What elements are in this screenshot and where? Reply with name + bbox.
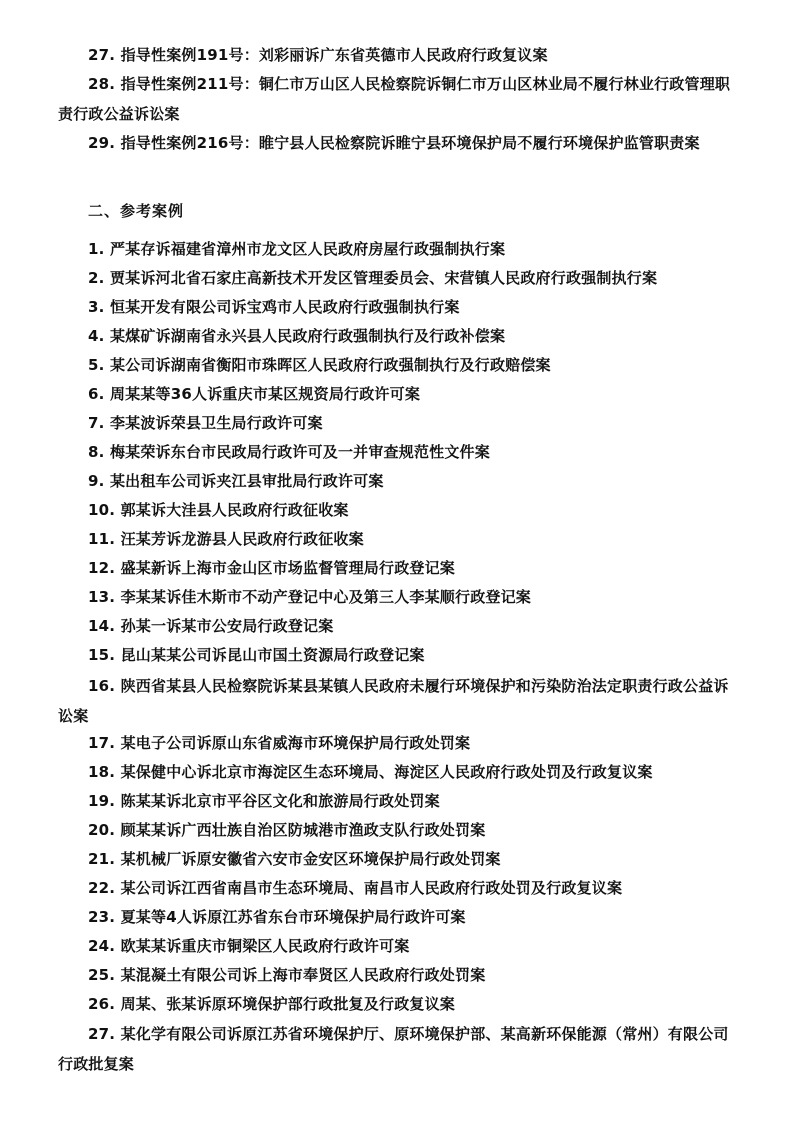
reference-case-15: 15. 昆山某某公司诉昆山市国土资源局行政登记案 xyxy=(88,646,425,664)
reference-case-10: 10. 郭某诉大洼县人民政府行政征收案 xyxy=(88,501,349,519)
reference-case-1: 1. 严某存诉福建省漳州市龙文区人民政府房屋行政强制执行案 xyxy=(88,240,506,258)
reference-case-22: 22. 某公司诉江西省南昌市生态环境局、南昌市人民政府行政处罚及行政复议案 xyxy=(88,879,623,897)
reference-case-13: 13. 李某某诉佳木斯市不动产登记中心及第三人李某顺行政登记案 xyxy=(88,588,531,606)
reference-case-20: 20. 顾某某诉广西壮族自治区防城港市渔政支队行政处罚案 xyxy=(88,821,486,839)
section-heading-reference-cases: 二、参考案例 xyxy=(88,202,185,220)
reference-case-12: 12. 盛某新诉上海市金山区市场监督管理局行政登记案 xyxy=(88,559,455,577)
reference-case-18: 18. 某保健中心诉北京市海淀区生态环境局、海淀区人民政府行政处罚及行政复议案 xyxy=(88,763,653,781)
reference-case-8: 8. 梅某荣诉东台市民政局行政许可及一并审查规范性文件案 xyxy=(88,443,490,461)
reference-case-5: 5. 某公司诉湖南省衡阳市珠晖区人民政府行政强制执行及行政赔偿案 xyxy=(88,356,551,374)
reference-case-23: 23. 夏某等4人诉原江苏省东台市环境保护局行政许可案 xyxy=(88,908,466,926)
guiding-case-29: 29. 指导性案例216号：睢宁县人民检察院诉睢宁县环境保护局不履行环境保护监管职责案 xyxy=(88,134,700,152)
reference-case-11: 11. 汪某芳诉龙游县人民政府行政征收案 xyxy=(88,530,364,548)
reference-case-6: 6. 周某某等36人诉重庆市某区规资局行政许可案 xyxy=(88,385,421,403)
reference-case-21: 21. 某机械厂诉原安徽省六安市金安区环境保护局行政处罚案 xyxy=(88,850,501,868)
reference-case-27: 27. 某化学有限公司诉原江苏省环境保护厅、原环境保护部、某高新环保能源（常州）有限公司行政批复案 xyxy=(58,1025,729,1073)
guiding-case-27: 27. 指导性案例191号：刘彩丽诉广东省英德市人民政府行政复议案 xyxy=(88,46,548,64)
reference-case-2: 2. 贾某诉河北省石家庄高新技术开发区管理委员会、宋营镇人民政府行政强制执行案 xyxy=(88,269,658,287)
reference-case-16: 16. 陕西省某县人民检察院诉某县某镇人民政府未履行环境保护和污染防治法定职责行政公益诉讼案 xyxy=(58,677,729,725)
reference-case-9: 9. 某出租车公司诉夹江县审批局行政许可案 xyxy=(88,472,384,490)
reference-case-7: 7. 李某波诉荣县卫生局行政许可案 xyxy=(88,414,323,432)
reference-case-25: 25. 某混凝土有限公司诉上海市奉贤区人民政府行政处罚案 xyxy=(88,966,486,984)
reference-case-3: 3. 恒某开发有限公司诉宝鸡市人民政府行政强制执行案 xyxy=(88,298,460,316)
reference-case-4: 4. 某煤矿诉湖南省永兴县人民政府行政强制执行及行政补偿案 xyxy=(88,327,506,345)
reference-case-17: 17. 某电子公司诉原山东省威海市环境保护局行政处罚案 xyxy=(88,734,471,752)
guiding-case-28: 28. 指导性案例211号：铜仁市万山区人民检察院诉铜仁市万山区林业局不履行林业行政管理职责行政公益诉讼案 xyxy=(58,75,731,123)
reference-case-14: 14. 孙某一诉某市公安局行政登记案 xyxy=(88,617,334,635)
reference-case-26: 26. 周某、张某诉原环境保护部行政批复及行政复议案 xyxy=(88,995,455,1013)
reference-case-19: 19. 陈某某诉北京市平谷区文化和旅游局行政处罚案 xyxy=(88,792,440,810)
reference-case-24: 24. 欧某某诉重庆市铜梁区人民政府行政许可案 xyxy=(88,937,410,955)
